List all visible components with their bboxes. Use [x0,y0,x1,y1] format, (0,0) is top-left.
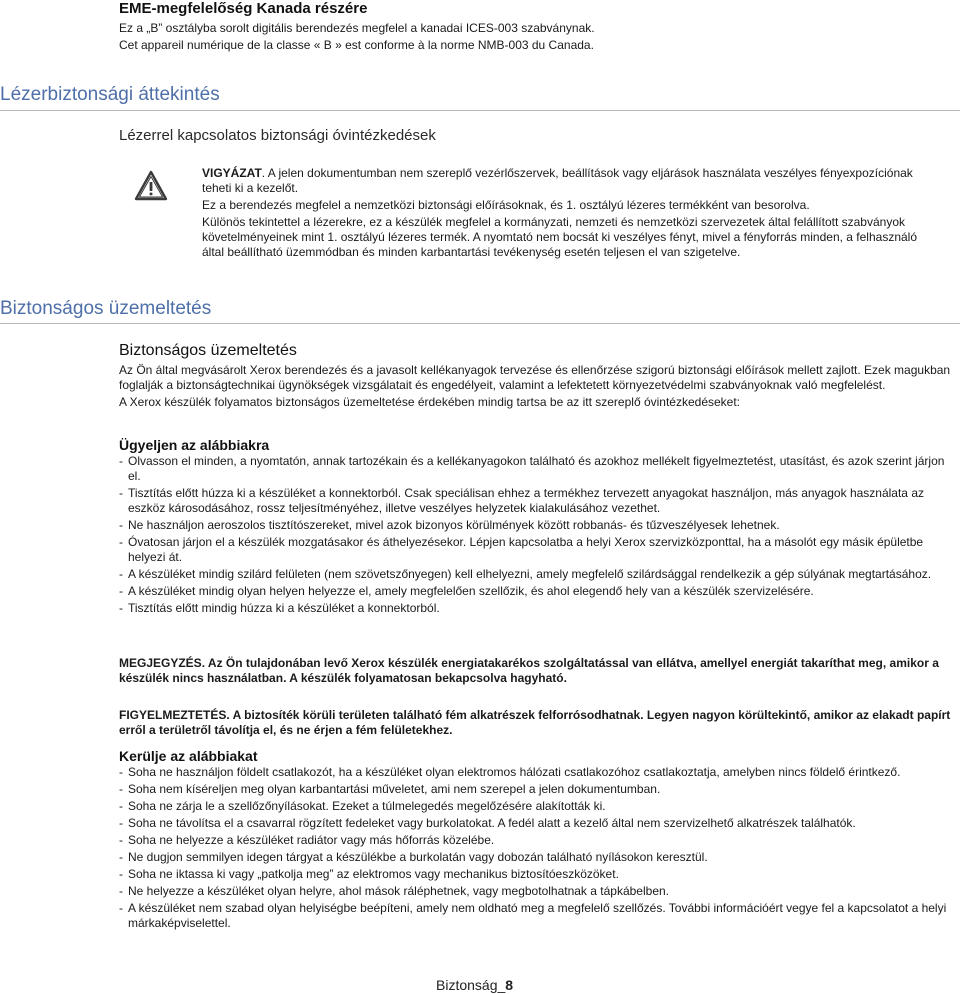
list-item: - Soha ne helyezze a készüléket radiátor vagy más hőforrás közelébe. [119,833,955,848]
note-paragraph [119,656,955,686]
list-item: - Soha ne zárja le a szellőzőnyílásokat. Ezeket a túlmelegedés megelőzésére alakították ki. [119,799,955,814]
list-item: - Soha ne használjon földelt csatlakozót, ha a készüléket olyan elektromos hálózati csatlakozóhoz csatlakoztatja, amelyben nincs földelő érintkező. [119,765,955,780]
safe-intro-2: A Xerox készülék folyamatos biztonságos üzemeltetése érdekében mindig tartsa be az itt szereplő óvintézkedéseket: [119,395,741,409]
note-block [119,656,955,686]
list-item: - Tisztítás előtt húzza ki a készüléket a konnektorból. Csak speciálisan ehhez a termékhez tervezett anyagokat használjon, más anyagok használata az eszköz károsodásához, rossz teljesítményéhez, illetve veszélyes helyzetek kialakulásához vezethet. [119,486,955,516]
safe-section-divider [0,323,960,324]
list-item: - Soha ne távolítsa el a csavarral rögzített fedeleket vagy burkolatokat. A fedél alatt a kezelő által nem szervizelhető alkatrészek találhatók. [119,816,955,831]
note-text: . Az Ön tulajdonában levő Xerox készülék energiatakarékos szolgáltatással van ellátva, amellyel energiát takaríthat meg, amikor a készülék nincs használatban. A készülék folyamatosan bekapcsolva hagyható. [119,656,939,685]
avoid-title: Kerülje az alábbiakat [119,748,258,764]
list-item: - A készüléket mindig szilárd felületen (nem szövetszőnyegen) kell elhelyezni, amely megfelelő szilárdsággal rendelkezik a gép súlyának megtartásához. [119,567,955,582]
laser-warning-block [202,166,942,260]
caution-paragraph [119,708,955,738]
list-item: - Ne helyezze a készüléket olyan helyre, ahol mások ráléphetnek, vagy megbotolhatnak a tápkábelben. [119,884,955,899]
emc-line-hu: Ez a „B” osztályba sorolt digitális berendezés megfelel a kanadai ICES-003 szabványnak. [119,21,595,35]
list-item: - Soha ne iktassa ki vagy „patkolja meg” az elektromos vagy mechanikus biztosítóeszközöket. [119,867,955,882]
emc-canada-text [119,21,949,55]
emc-line-fr: Cet appareil numérique de la classe « B » est conforme à la norme NMB-003 du Canada. [119,38,594,52]
safe-intro-1: Az Ön által megvásárolt Xerox berendezés és a javasolt kellékanyagok tervezése és ellenőrzése szigorú biztonsági előírások mellett zajlott. Ezek magukban foglalják a biztonságtechnikai ügynökségek vizsgálatait és engedélyeit, valamint a lefektetett környezetvédelmi szabványoknak való megfelelést. [119,363,951,392]
list-item: - Soha nem kíséreljen meg olyan karbantartási műveletet, ami nem szerepel a jelen dokumentumban. [119,782,955,797]
list-item: - Ne dugjon semmilyen idegen tárgyat a készülékbe a burkolatán vagy dobozán található nyílásokon keresztül. [119,850,955,865]
laser-section-divider [0,110,960,111]
list-item: - Óvatosan járjon el a készülék mozgatásakor és áthelyezésekor. Lépjen kapcsolatba a helyi Xerox szervizközponttal, ha a másolót egy másik épületbe helyezi át. [119,535,955,565]
laser-class-statement: Különös tekintettel a lézerekre, ez a készülék megfelel a kormányzati, nemzeti és nemzetközi szervezetek által felállított szabványok követelményeinek mint 1. osztályú lézeres termék. A nyomtató nem bocsát ki veszélyes fényt, mivel a fényforrás minden, a felhasználó által beállítható üzemmódban és minden karbantartási tevékenység esetén teljesen el van szigetelve. [202,215,918,259]
laser-subtitle: Lézerrel kapcsolatos biztonsági óvintézkedések [119,127,436,144]
footer-label: Biztonság_ [436,977,506,993]
emc-canada-title: EME-megfelelőség Kanada részére [119,0,368,17]
warning-triangle-icon [134,170,168,202]
warning-text: . A jelen dokumentumban nem szereplő vezérlőszervek, beállítások vagy eljárások használata veszélyes fényexpozíciónak teheti ki a kezelőt. [202,166,913,195]
list-item: - A készüléket nem szabad olyan helyiségbe beépíteni, amely nem oldható meg a megfelelő szellőzés. További információért vegye fel a kapcsolatot a helyi márkaképviselettel. [119,901,955,931]
care-list [119,454,955,616]
warning-label: VIGYÁZAT [202,166,262,180]
safe-section-title: Biztonságos üzemeltetés [0,298,212,319]
safe-intro [119,363,955,410]
page-footer [436,976,513,994]
laser-compliance: Ez a berendezés megfelel a nemzetközi biztonsági előírásoknak, és 1. osztályú lézeres termékként van besorolva. [202,198,810,212]
laser-warning [202,166,942,196]
caution-block [119,708,955,738]
safe-subtitle: Biztonságos üzemeltetés [119,342,297,359]
list-item: - A készüléket mindig olyan helyen helyezze el, amely megfelelően szellőzik, és ahol elegendő hely van a készülék szervizelésére. [119,584,955,599]
avoid-list [119,765,955,931]
list-item: - Olvasson el minden, a nyomtatón, annak tartozékain és a kellékanyagokon található és azokhoz mellékelt figyelmeztetést, utasítást, és azok szerint járjon el. [119,454,955,484]
care-section [119,436,955,618]
avoid-section [119,747,955,933]
laser-section-title: Lézerbiztonsági áttekintés [0,84,220,105]
care-title: Ügyeljen az alábbiakra [119,437,270,453]
list-item: - Tisztítás előtt mindig húzza ki a készüléket a konnektorból. [119,601,955,616]
caution-text: . A biztosíték körüli területen található fém alkatrészek felforrósodhatnak. Legyen nagyon körültekintő, amikor az elakadt papírt erről a területről távolítja el, és ne érjen a fém felületekhez. [119,708,951,737]
note-label: MEGJEGYZÉS [119,656,202,670]
list-item: - Ne használjon aeroszolos tisztítószereket, mivel azok bizonyos körülmények között robbanás- és tűzveszélyesek lehetnek. [119,518,955,533]
caution-label: FIGYELMEZTETÉS [119,708,227,722]
page-number: 8 [505,977,514,993]
